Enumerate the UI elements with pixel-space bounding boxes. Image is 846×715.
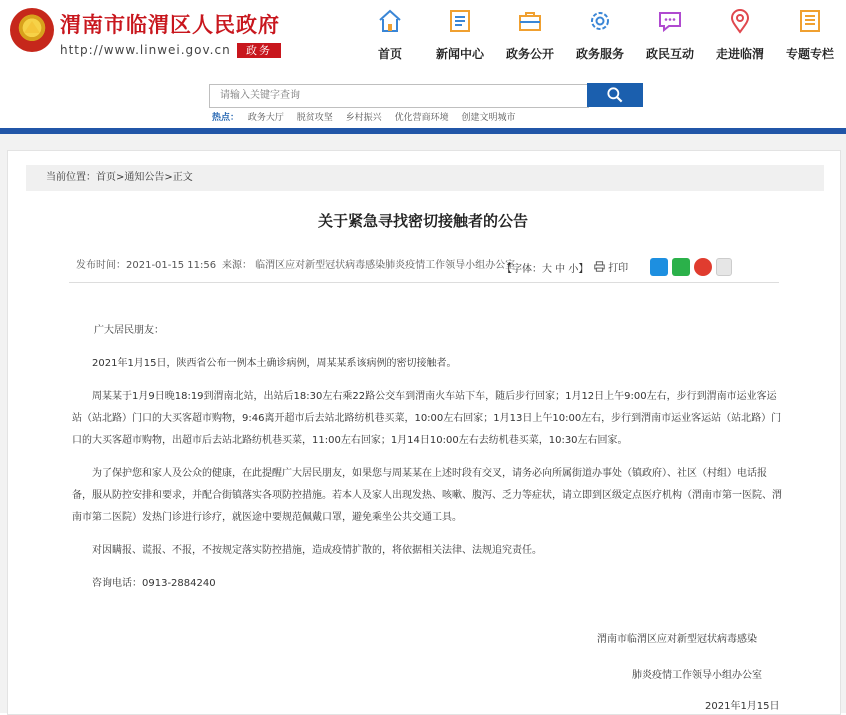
- nav-label: 政务公开: [505, 47, 554, 61]
- article-meta: [76, 256, 516, 271]
- print-label: 打印: [608, 263, 629, 274]
- nav-label: 政民互动: [645, 47, 694, 61]
- nav-item-home[interactable]: [355, 0, 425, 70]
- search-input[interactable]: [209, 84, 589, 108]
- site-header: [0, 0, 846, 130]
- wechat-share-icon[interactable]: [672, 258, 690, 276]
- hot-keywords: [212, 110, 525, 123]
- article-paragraph: 2021年1月15日，陕西省公布一例本土确诊病例，周某某系该病例的密切接触者。: [72, 358, 457, 369]
- main-nav: [355, 0, 846, 70]
- publish-time: 发布时间：2021-01-15 11:56: [76, 260, 217, 271]
- breadcrumb-separator: >: [164, 172, 173, 183]
- hot-link[interactable]: 乡村振兴: [345, 113, 382, 123]
- hot-label: 热点：: [212, 113, 240, 123]
- meta-divider: [69, 282, 779, 283]
- nav-label: 走进临渭: [715, 47, 764, 61]
- qq-share-icon[interactable]: [650, 258, 668, 276]
- search-icon: [605, 85, 625, 105]
- nav-item-gov-affairs[interactable]: [495, 0, 565, 70]
- gear-icon: [587, 8, 613, 34]
- nav-label: 首页: [377, 47, 402, 61]
- location-pin-icon: [727, 8, 753, 34]
- news-icon: [447, 8, 473, 34]
- national-emblem-icon: [10, 8, 54, 52]
- breadcrumb: [26, 165, 824, 191]
- column-list-icon: [797, 8, 823, 34]
- article-body: [72, 320, 782, 595]
- nav-item-news[interactable]: [425, 0, 495, 70]
- font-size-switch[interactable]: 【字体：大 中 小】: [502, 264, 589, 275]
- printer-icon: [594, 261, 605, 272]
- breadcrumb-prefix: 当前位置：: [46, 172, 96, 183]
- article-greeting: 广大居民朋友：: [94, 325, 164, 336]
- hot-link[interactable]: 创建文明城市: [461, 113, 516, 123]
- home-icon: [377, 8, 403, 34]
- breadcrumb-notices[interactable]: 通知公告: [124, 172, 165, 183]
- article-paragraph: 对因瞒报、谎报、不报，不按规定落实防控措施，造成疫情扩散的，将依据相关法律、法规追究责任。: [72, 545, 542, 556]
- hot-link[interactable]: 脱贫攻坚: [296, 113, 333, 123]
- weibo-share-icon[interactable]: [694, 258, 712, 276]
- nav-item-about-linwei[interactable]: [705, 0, 775, 70]
- chat-icon: [657, 8, 683, 34]
- hot-link[interactable]: 优化营商环境: [394, 113, 449, 123]
- briefcase-icon: [517, 8, 543, 34]
- breadcrumb-current: 正文: [172, 172, 193, 183]
- site-name[interactable]: 渭南市临渭区人民政府: [60, 13, 280, 37]
- nav-item-gov-services[interactable]: [565, 0, 635, 70]
- article-contact: 咨询电话：0913-2884240: [72, 578, 216, 589]
- nav-label: 政务服务: [575, 47, 624, 61]
- article-source: 来源： 临渭区应对新型冠状病毒感染肺炎疫情工作领导小组办公室: [222, 260, 516, 271]
- breadcrumb-separator: >: [116, 172, 125, 183]
- nav-label: 新闻中心: [435, 47, 484, 61]
- signature-office: 肺炎疫情工作领导小组办公室: [632, 670, 762, 681]
- signature-org: 渭南市临渭区应对新型冠状病毒感染: [597, 634, 757, 645]
- article-paragraph: 周某某于1月9日晚18:19到渭南北站，出站后18:30左右乘22路公交车到渭南火车站下车，随后步行回家；1月12日上午9:00左右，步行到渭南市运业客运站（站北路）门口的大买客超市购物，9:46离开超市后去站北路纺机巷买菜，10:00左右回家；1月13日上午10:00左右，步行到渭南市运业客运站（站北路）门口的大买客超市购物，出超市后去站北路纺机巷买菜，11:00左右回家；1月14日10:00左右去纺机巷买菜，10:30左右回家。: [72, 391, 782, 446]
- copy-link-icon[interactable]: [716, 258, 732, 276]
- nav-label: 专题专栏: [785, 47, 834, 61]
- search-button[interactable]: [587, 83, 643, 107]
- print-button[interactable]: [594, 259, 628, 274]
- article-paragraph: 为了保护您和家人及公众的健康，在此提醒广大居民朋友，如果您与周某某在上述时段有交叉，请务必向所属街道办事处（镇政府）、社区（村组）电话报备，服从防控安排和要求，并配合街镇落实各项防控措施。若本人及家人出现发热、咳嗽、腹泻、乏力等症状，请立即到区级定点医疗机构（渭南市第一医院、渭南市第二医院）发热门诊进行诊疗，就医途中要规范佩戴口罩，避免乘坐公共交通工具。: [72, 468, 782, 523]
- breadcrumb-home[interactable]: 首页: [96, 172, 116, 183]
- site-badge: 政务: [237, 43, 281, 58]
- site-url: http://www.linwei.gov.cn: [60, 43, 231, 57]
- nav-item-interaction[interactable]: [635, 0, 705, 70]
- hot-link[interactable]: 政务大厅: [247, 113, 284, 123]
- nav-item-special-topics[interactable]: [775, 0, 845, 70]
- article-title: 关于紧急寻找密切接触者的公告: [317, 212, 528, 230]
- signature-date: 2021年1月15日: [705, 701, 780, 712]
